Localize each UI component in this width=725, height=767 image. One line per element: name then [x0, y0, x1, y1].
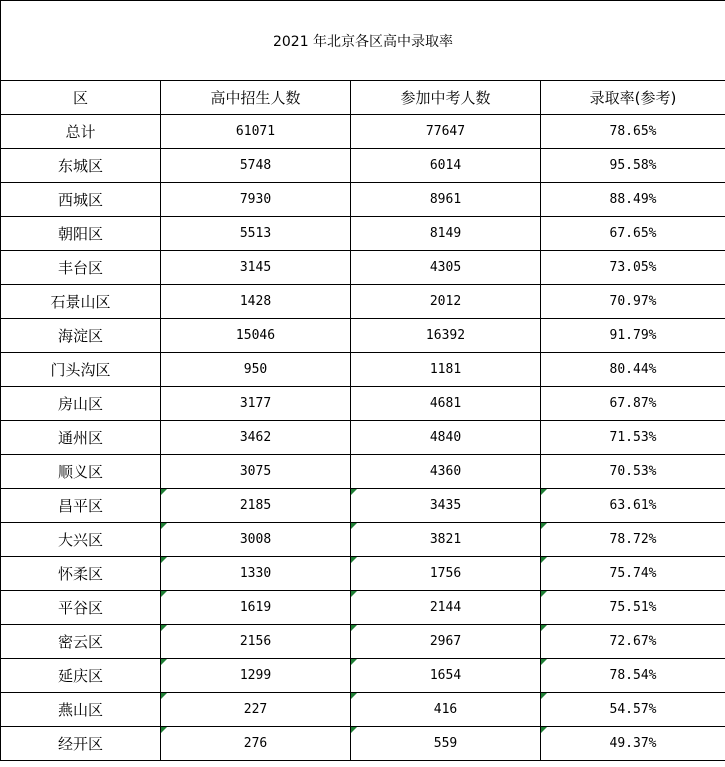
cell-enroll[interactable]: 15046 [161, 319, 351, 353]
cell-rate[interactable]: 78.65% [541, 115, 725, 149]
table-row [1, 353, 725, 387]
cell-exam[interactable]: 1756 [351, 557, 541, 591]
cell-district[interactable]: 海淀区 [1, 319, 161, 353]
cell-district[interactable]: 延庆区 [1, 659, 161, 693]
cell-rate[interactable]: 67.87% [541, 387, 725, 421]
table-row [1, 693, 725, 727]
table-row [1, 489, 725, 523]
cell-exam[interactable]: 77647 [351, 115, 541, 149]
cell-exam[interactable]: 3435 [351, 489, 541, 523]
cell-exam[interactable]: 4681 [351, 387, 541, 421]
cell-enroll[interactable]: 2156 [161, 625, 351, 659]
cell-enroll[interactable]: 950 [161, 353, 351, 387]
cell-rate[interactable]: 49.37% [541, 727, 725, 761]
cell-rate[interactable]: 78.72% [541, 523, 725, 557]
cell-enroll[interactable]: 1330 [161, 557, 351, 591]
title-row [1, 1, 725, 81]
cell-district[interactable]: 房山区 [1, 387, 161, 421]
cell-district[interactable]: 石景山区 [1, 285, 161, 319]
table-row [1, 421, 725, 455]
header-district[interactable]: 区 [1, 81, 161, 115]
cell-enroll[interactable]: 227 [161, 693, 351, 727]
cell-exam[interactable]: 559 [351, 727, 541, 761]
cell-enroll[interactable]: 3075 [161, 455, 351, 489]
cell-enroll[interactable]: 61071 [161, 115, 351, 149]
cell-district[interactable]: 门头沟区 [1, 353, 161, 387]
cell-rate[interactable]: 73.05% [541, 251, 725, 285]
header-enroll[interactable]: 高中招生人数 [161, 81, 351, 115]
cell-exam[interactable]: 8149 [351, 217, 541, 251]
table-row [1, 591, 725, 625]
cell-enroll[interactable]: 3145 [161, 251, 351, 285]
header-row [1, 81, 725, 115]
cell-district[interactable]: 丰台区 [1, 251, 161, 285]
table-row [1, 659, 725, 693]
cell-enroll[interactable]: 2185 [161, 489, 351, 523]
cell-district[interactable]: 昌平区 [1, 489, 161, 523]
cell-enroll[interactable]: 1299 [161, 659, 351, 693]
cell-exam[interactable]: 1654 [351, 659, 541, 693]
cell-enroll[interactable]: 1619 [161, 591, 351, 625]
cell-rate[interactable]: 75.74% [541, 557, 725, 591]
cell-exam[interactable]: 4305 [351, 251, 541, 285]
table-row [1, 455, 725, 489]
cell-rate[interactable]: 75.51% [541, 591, 725, 625]
cell-rate[interactable]: 80.44% [541, 353, 725, 387]
header-rate[interactable]: 录取率(参考) [541, 81, 725, 115]
table-row [1, 625, 725, 659]
cell-district[interactable]: 总计 [1, 115, 161, 149]
cell-enroll[interactable]: 5748 [161, 149, 351, 183]
cell-rate[interactable]: 67.65% [541, 217, 725, 251]
cell-rate[interactable]: 71.53% [541, 421, 725, 455]
table-row [1, 217, 725, 251]
table-row [1, 319, 725, 353]
table-row [1, 183, 725, 217]
cell-district[interactable]: 怀柔区 [1, 557, 161, 591]
cell-rate[interactable]: 70.97% [541, 285, 725, 319]
cell-rate[interactable]: 95.58% [541, 149, 725, 183]
table-row [1, 557, 725, 591]
cell-district[interactable]: 西城区 [1, 183, 161, 217]
cell-district[interactable]: 大兴区 [1, 523, 161, 557]
cell-exam[interactable]: 1181 [351, 353, 541, 387]
cell-enroll[interactable]: 1428 [161, 285, 351, 319]
cell-enroll[interactable]: 7930 [161, 183, 351, 217]
cell-district[interactable]: 顺义区 [1, 455, 161, 489]
cell-district[interactable]: 平谷区 [1, 591, 161, 625]
table-row [1, 523, 725, 557]
cell-exam[interactable]: 8961 [351, 183, 541, 217]
cell-district[interactable]: 经开区 [1, 727, 161, 761]
cell-exam[interactable]: 16392 [351, 319, 541, 353]
cell-enroll[interactable]: 3462 [161, 421, 351, 455]
cell-exam[interactable]: 4840 [351, 421, 541, 455]
cell-rate[interactable]: 54.57% [541, 693, 725, 727]
cell-enroll[interactable]: 3008 [161, 523, 351, 557]
table-row [1, 727, 725, 761]
cell-exam[interactable]: 6014 [351, 149, 541, 183]
cell-district[interactable]: 燕山区 [1, 693, 161, 727]
cell-rate[interactable]: 70.53% [541, 455, 725, 489]
cell-district[interactable]: 通州区 [1, 421, 161, 455]
table-row [1, 251, 725, 285]
cell-enroll[interactable]: 276 [161, 727, 351, 761]
table-row [1, 149, 725, 183]
cell-rate[interactable]: 91.79% [541, 319, 725, 353]
cell-exam[interactable]: 2012 [351, 285, 541, 319]
cell-district[interactable]: 密云区 [1, 625, 161, 659]
cell-exam[interactable]: 416 [351, 693, 541, 727]
cell-enroll[interactable]: 3177 [161, 387, 351, 421]
header-exam[interactable]: 参加中考人数 [351, 81, 541, 115]
table-row [1, 285, 725, 319]
cell-rate[interactable]: 63.61% [541, 489, 725, 523]
cell-enroll[interactable]: 5513 [161, 217, 351, 251]
cell-rate[interactable]: 78.54% [541, 659, 725, 693]
cell-rate[interactable]: 88.49% [541, 183, 725, 217]
cell-exam[interactable]: 2967 [351, 625, 541, 659]
cell-exam[interactable]: 3821 [351, 523, 541, 557]
cell-district[interactable]: 东城区 [1, 149, 161, 183]
table-row [1, 387, 725, 421]
cell-rate[interactable]: 72.67% [541, 625, 725, 659]
table-row [1, 115, 725, 149]
cell-exam[interactable]: 2144 [351, 591, 541, 625]
table-title[interactable]: 2021 年北京各区高中录取率 [1, 1, 725, 81]
cell-district[interactable]: 朝阳区 [1, 217, 161, 251]
cell-exam[interactable]: 4360 [351, 455, 541, 489]
